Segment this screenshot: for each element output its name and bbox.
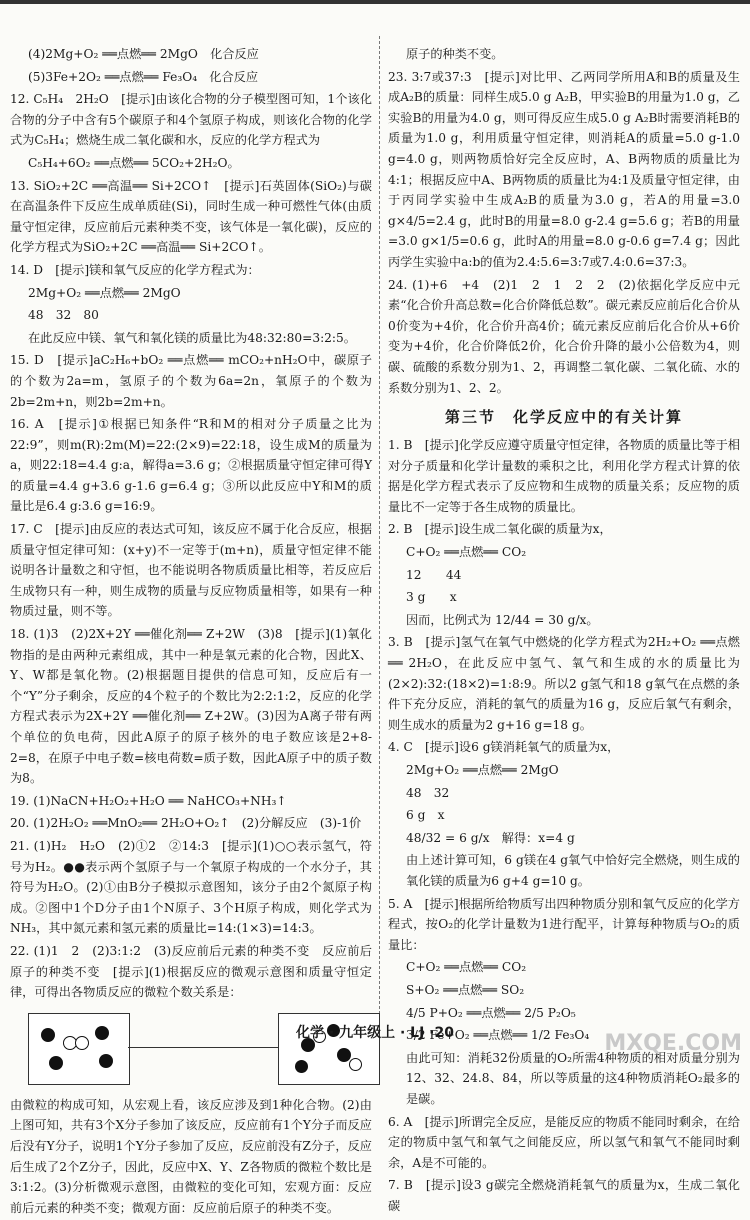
answer-24: 24. (1)+6 +4 (2)1 2 1 2 2 (2)依据化学反应中元素“化合价升高总数=化合价降低总数”。碳元素反应前后化合价从0价变为+4价，化合价升高4价；硫元素反应前后化合价从+6价变为+4价，化合价降低2价，化合价升降的最小公倍数为4，则碳、硫酸的系数分别为1、2，再调整二氧化碳、二氧化硫、水的系数分别为1、2、2。 — [388, 277, 740, 395]
answer-line: (4)2Mg+O₂ ══点燃══ 2MgO 化合反应 — [28, 47, 259, 61]
top-rule — [0, 0, 750, 4]
answer-line: (5)3Fe+2O₂ ══点燃══ Fe₃O₄ 化合反应 — [28, 69, 259, 84]
equation: S+O₂ ══点燃══ SO₂ — [406, 982, 525, 997]
equation: 2Mg+O₂ ══点燃══ 2MgO — [28, 285, 181, 300]
reaction-arrow — [128, 1047, 278, 1048]
equation: 6 g x — [406, 808, 445, 823]
answer-text: 由此可知：消耗32份质量的O₂所需4种物质的相对质量分别为12、32、24.8、84，所以等质量的这4种物质消耗O₂最多的是碳。 — [406, 1050, 740, 1106]
answer-16: 16. A [提示]①根据已知条件“R和M的相对分子质量之比为22:9”，则m(R):2m(M)=22:(2×9)=22:18，设生成M的质量为a，则22:18=4.4 g:a，解得a=3.6 g；②根据质量守恒定律可得Y的质量=4.4 g+3.6 g-1.6 g=6.4 g；③所以此反应中Y和M的质量比是6.4 g:3.6 g=16:9。 — [10, 417, 372, 514]
reaction-diagram — [28, 1007, 348, 1089]
answer-19: 19. (1)NaCN+H₂O₂+H₂O ══ NaHCO₃+NH₃↑ — [10, 793, 287, 808]
answer-text: 原子的种类不变。 — [406, 47, 504, 61]
equation: 3/2 Fe+O₂ ══点燃══ 1/2 Fe₃O₄ — [406, 1028, 590, 1043]
section-title: 第三节 化学反应中的有关计算 — [444, 408, 683, 427]
column-divider — [379, 36, 380, 1024]
answer-12: 12. C₅H₄ 2H₂O [提示]由该化合物的分子模型图可知，1个该化合物的分子中含有5个碳原子和4个氢原子构成，则该化合物的化学式为C₅H₄；燃烧生成二氧化碳和水，反应的化学方程式为 — [10, 92, 372, 148]
answer-14: 14. D [提示]镁和氧气反应的化学方程式为： — [10, 262, 260, 277]
answer-1: 1. B [提示]化学反应遵守质量守恒定律，各物质的质量比等于相对分子质量和化学计量数的乘积之比，利用化学方程式计算的依据是化学方程式表示了反应物和生成物的质量关系；反应物的质量比不一定等于各生成物的质量比。 — [388, 438, 740, 514]
answer-23: 23. 3:7或37:3 [提示]对比甲、乙两同学所用A和B的质量及生成A₂B的质量：同样生成5.0 g A₂B，甲实验B的用量为1.0 g，乙实验B的用量为4.0 g，则可得反应生成5.0 g A₂B时需要消耗B的质量为1.0 g，利用质量守恒定律，则消耗A的质量=5.0 g-1.0 g=4.0 g，则两物质恰好完全反应时，A、B两物质的质量比为4:1；根据反应中A、B两物质的质量比为4:1及质量守恒定律，由于丙同学实验中生成A₂B的质量为3.0 g，若A的用量=3.0 g×4/5=2.4 g，此时B的用量=8.0 g-2.4 g=5.6 g；若B的用量=3.0 g×1/5=0.6 g，此时A的用量=8.0 g-0.6 g=7.4 g；因此丙学生实验中a:b的值为2.4:5.6=3:7或7.4:0.6=37:3。 — [388, 69, 740, 269]
left-column — [10, 44, 372, 1220]
equation: C+O₂ ══点燃══ CO₂ — [406, 960, 527, 975]
answer-text: 由上述计算可知，6 g镁在4 g氧气中恰好完全燃烧，则生成的氧化镁的质量为6 g+4 g=10 g。 — [406, 853, 740, 888]
answer-13: 13. SiO₂+2C ══高温══ Si+2CO↑ [提示]石英固体(SiO₂)与碳在高温条件下反应生成单质硅(Si)，同时生成一种可燃性气体(由质量守恒定律，反应前后元素种类不变，该气体是一氧化碳)，反应的化学方程式为SiO₂+2C ══高温══ Si+2CO↑。 — [10, 178, 372, 255]
answer-text: 在此反应中镁、氧气和氧化镁的质量比为48:32:80=3:2:5。 — [28, 330, 356, 345]
molecule-dot — [295, 1060, 308, 1073]
answer-21: 21. (1)H₂ H₂O (2)①2 ②14:3 [提示](1)○○表示氢气，符号为H₂。●●表示两个氢原子与一个氧原子构成的一个水分子，其符号为H₂O。(2)①由B分子模拟示意图知，该分子由2个氮原子构成。②图中1个D分子由1个N原子、3个H原子构成，则化学式为NH₃，其中氮元素和氢元素的质量比=14:(1×3)=14:3。 — [10, 838, 372, 936]
equation: 12 44 — [406, 567, 462, 582]
answer-6: 6. A [提示]所谓完全反应，是能反应的物质不能同时剩余，在给定的物质中氢气和氧气之间能反应，所以氢气和氧气不能同时剩余，A是不可能的。 — [388, 1114, 740, 1170]
equation: 48 32 — [406, 785, 450, 800]
molecule-dot — [49, 1056, 63, 1070]
watermark-logo: MXQE.COM — [604, 1031, 742, 1056]
answer-22: 22. (1)1 2 (2)3:1:2 (3)反应前后元素的种类不变 反应前后原子的种类不变 [提示](1)根据反应的微观示意图和质量守恒定律，可得出各物质反应的微粒个数关系是： — [10, 943, 372, 1000]
equation: 4/5 P+O₂ ══点燃══ 2/5 P₂O₅ — [406, 1005, 576, 1020]
equation: C₅H₄+6O₂ ══点燃══ 5CO₂+2H₂O。 — [28, 155, 240, 170]
molecule-dot — [99, 1054, 113, 1068]
answer-15: 15. D [提示]aC₂H₆+bO₂ ══点燃══ mCO₂+nH₂O中，碳原子的个数为2a=m，氢原子的个数为6a=2n，氧原子的个数为2b=2m+n，则2b=2m+n。 — [10, 353, 372, 409]
page-footer: 化学 · 九年级上 · LJ ·20 — [296, 1025, 454, 1041]
answer-22-cont: 由微粒的构成可知，从宏观上看，该反应涉及到1种化合物。(2)由上图可知，共有3个X分子参加了该反应，反应前有1个Y分子而反应后没有Y分子，说明1个Y分子参加了反应，反应前没有Z分子，反应后生成了2个Z分子，因此，反应中X、Y、Z各物质的微粒个数比是3:1:2。(3)分析微观示意图，由微粒的变化可知，宏观方面：反应前后元素的种类不变；微观方面：反应前后原子的种类不变。 — [10, 1097, 372, 1215]
equation: 2Mg+O₂ ══点燃══ 2MgO — [406, 763, 559, 777]
answer-20: 20. (1)2H₂O₂ ══MnO₂══ 2H₂O+O₂↑ (2)分解反应 (3)-1价 — [10, 816, 362, 831]
equation: 48 32 80 — [28, 308, 99, 323]
answer-18: 18. (1)3 (2)2X+2Y ══催化剂══ Z+2W (3)8 [提示](1)氧化物指的是由两种元素组成，其中一种是氧元素的化合物，因此X、Y、W都是氧化物。(2)根据题目提供的信息可知，反应后有一个“Y”分子剩余，反应的4个粒子的个数比为2:2:1:2，反应的化学方程式表示为2X+2Y ══催化剂══ Z+2W。(3)因为A离子带有两个单位的负电荷，因此A原子的原子核外的电子数应该是2+8-2=8，在原子中电子数=核电荷数=质子数，因此A原子中的质子数为8。 — [10, 627, 372, 786]
equation: 3 g x — [406, 590, 457, 605]
equation: C+O₂ ══点燃══ CO₂ — [406, 545, 527, 560]
answer-7: 7. B [提示]设3 g碳完全燃烧消耗氧气的质量为x，生成二氧化碳 — [388, 1178, 740, 1213]
answer-4: 4. C [提示]设6 g镁消耗氧气的质量为x， — [388, 740, 620, 755]
answer-3: 3. B [提示]氢气在氧气中燃烧的化学方程式为2H₂+O₂ ══点燃══ 2H₂O，在此反应中氢气、氧气和生成的水的质量比为(2×2):32:(18×2)=1:8:9。所以2 g氢气和18 g氧气在点燃的条件下充分反应，消耗的氧气的质量为16 g，反应后氧气有剩余，则生成水的质量为2 g+16 g=18 g。 — [388, 635, 740, 732]
answer-17: 17. C [提示]由反应的表达式可知，该反应不属于化合反应，根据质量守恒定律可知：(x+y)不一定等于(m+n)，质量守恒定律不能说明各计量数之和守恒，也不能说明各物质质量比相等，若反应后生成物只有一种，则生成物的质量与反应物质量相等，如果有一种物质过量，则不等。 — [10, 522, 372, 619]
answer-2: 2. B [提示]设生成二氧化碳的质量为x， — [388, 522, 612, 537]
answer-5: 5. A [提示]根据所给物质写出四种物质分别和氧气反应的化学方程式，按O₂的化学计量数为1进行配平，计算每种物质与O₂的质量比： — [388, 896, 740, 952]
equation: 因而，比例式为 12/44 = 30 g/x。 — [406, 612, 599, 627]
equation: 48/32 = 6 g/x 解得：x=4 g — [406, 830, 575, 845]
